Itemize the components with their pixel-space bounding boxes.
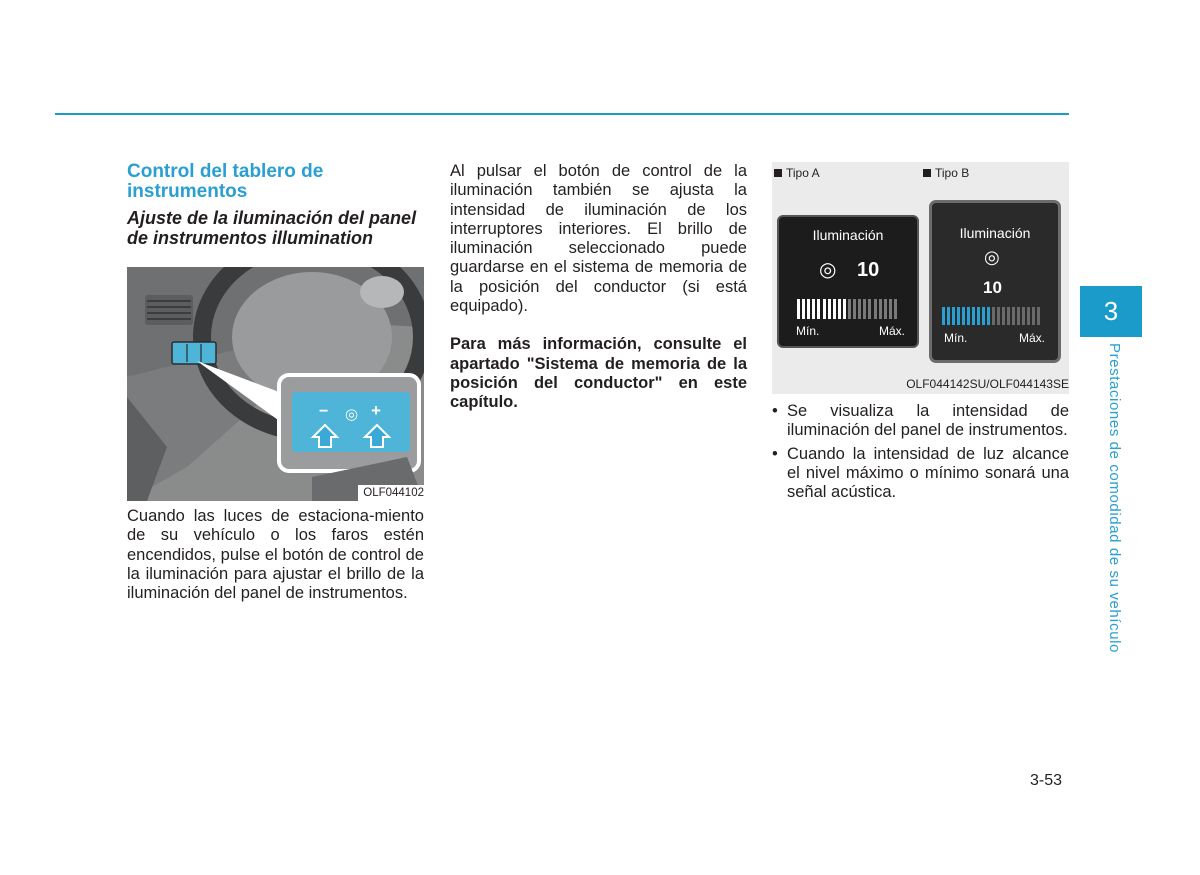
- bulb-icon: ◎: [345, 406, 359, 423]
- level-bar-a: [797, 299, 899, 319]
- screen-b-max: Máx.: [1018, 331, 1045, 345]
- level-segment: [992, 307, 995, 325]
- level-segment: [848, 299, 851, 319]
- level-segment: [838, 299, 841, 319]
- left-paragraph: Cuando las luces de estaciona-miento de su vehículo o los faros estén encendidos, pulse el botón de control de la iluminación para ajustar el brillo de la iluminación del panel de instrumentos.: [127, 507, 424, 603]
- type-a-tag: [774, 166, 820, 180]
- left-column: [127, 162, 424, 603]
- photo-code: OLF044102: [358, 485, 424, 501]
- level-segment: [947, 307, 950, 325]
- middle-paragraph: Al pulsar el botón de control de la iluminación también se ajusta la intensidad de iluminación de los interruptores interiores. El brillo de iluminación seleccionado puede guardarse en el sistema de memoria de la posición del conductor (si está equipado).: [450, 162, 747, 316]
- type-b-screen: [929, 200, 1061, 363]
- level-segment: [1017, 307, 1020, 325]
- screen-b-level: 10: [983, 278, 1002, 297]
- bullet-list: [772, 402, 1069, 502]
- level-segment: [828, 299, 831, 319]
- type-b-tag: [923, 166, 969, 180]
- press-arrows: [127, 267, 424, 501]
- level-segment: [997, 307, 1000, 325]
- type-b-label: Tipo B: [935, 166, 970, 180]
- list-item: [772, 445, 1069, 503]
- chapter-title: Prestaciones de comodidad de su vehículo: [1106, 343, 1123, 654]
- bullet-text: Se visualiza la intensidad de iluminación del panel de instrumentos.: [787, 402, 1069, 440]
- level-segment: [982, 307, 985, 325]
- level-segment: [853, 299, 856, 319]
- level-segment: [894, 299, 897, 319]
- bulb-icon: ◎: [984, 247, 1000, 267]
- middle-column: [450, 162, 747, 413]
- list-item: [772, 402, 1069, 441]
- square-icon: [774, 169, 782, 177]
- level-segment: [1012, 307, 1015, 325]
- screen-b-min: Mín.: [944, 331, 968, 345]
- level-segment: [833, 299, 836, 319]
- level-segment: [962, 307, 965, 325]
- level-segment: [942, 307, 945, 325]
- level-segment: [1027, 307, 1030, 325]
- level-segment: [812, 299, 815, 319]
- type-a-screen: [777, 215, 919, 348]
- level-segment: [1002, 307, 1005, 325]
- display-figure: [772, 162, 1069, 394]
- dashboard-photo: [127, 267, 424, 501]
- page-number: 3-53: [1030, 772, 1063, 789]
- level-segment: [879, 299, 882, 319]
- bullet-dot: •: [772, 444, 778, 463]
- screen-a-max: Máx.: [878, 324, 905, 338]
- level-segment: [858, 299, 861, 319]
- level-segment: [972, 307, 975, 325]
- level-segment: [1022, 307, 1025, 325]
- screen-a-title: Iluminación: [812, 227, 884, 243]
- level-segment: [868, 299, 871, 319]
- level-segment: [889, 299, 892, 319]
- chapter-tab: 3: [1080, 286, 1142, 337]
- reference-note: Para más información, consulte el apartado "Sistema de memoria de la posición del conductor" en este capítulo.: [450, 335, 747, 412]
- level-segment: [807, 299, 810, 319]
- level-segment: [843, 299, 846, 319]
- section-heading: Control del tablero de instrumentos: [127, 161, 324, 202]
- right-column: [772, 162, 1069, 502]
- level-segment: [823, 299, 826, 319]
- level-segment: [1037, 307, 1040, 325]
- bulb-icon: ◎: [819, 259, 837, 281]
- level-segment: [952, 307, 955, 325]
- level-segment: [967, 307, 970, 325]
- level-segment: [957, 307, 960, 325]
- screen-a-min: Mín.: [796, 324, 820, 338]
- control-plus-label: +: [371, 401, 381, 420]
- level-segment: [987, 307, 990, 325]
- screen-b-title: Iluminación: [959, 225, 1031, 241]
- level-segment: [863, 299, 866, 319]
- level-segment: [1032, 307, 1035, 325]
- top-rule: [55, 113, 1069, 115]
- level-segment: [797, 299, 800, 319]
- level-segment: [884, 299, 887, 319]
- level-segment: [802, 299, 805, 319]
- level-segment: [1007, 307, 1010, 325]
- figure-code: OLF044142SU/OLF044143SE: [906, 377, 1069, 391]
- control-minus-label: −: [319, 403, 329, 420]
- level-bar-b: [942, 307, 1042, 325]
- level-segment: [874, 299, 877, 319]
- sub-heading: Ajuste de la iluminación del panel de instrumentos illumination: [127, 208, 417, 248]
- bullet-dot: •: [772, 402, 778, 420]
- bullet-text: Cuando la intensidad de luz alcance el nivel máximo o mínimo sonará una señal acústica.: [787, 444, 1069, 502]
- level-segment: [977, 307, 980, 325]
- type-a-label: Tipo A: [786, 166, 820, 180]
- screen-a-level: 10: [857, 259, 880, 281]
- square-icon: [923, 169, 931, 177]
- level-segment: [817, 299, 820, 319]
